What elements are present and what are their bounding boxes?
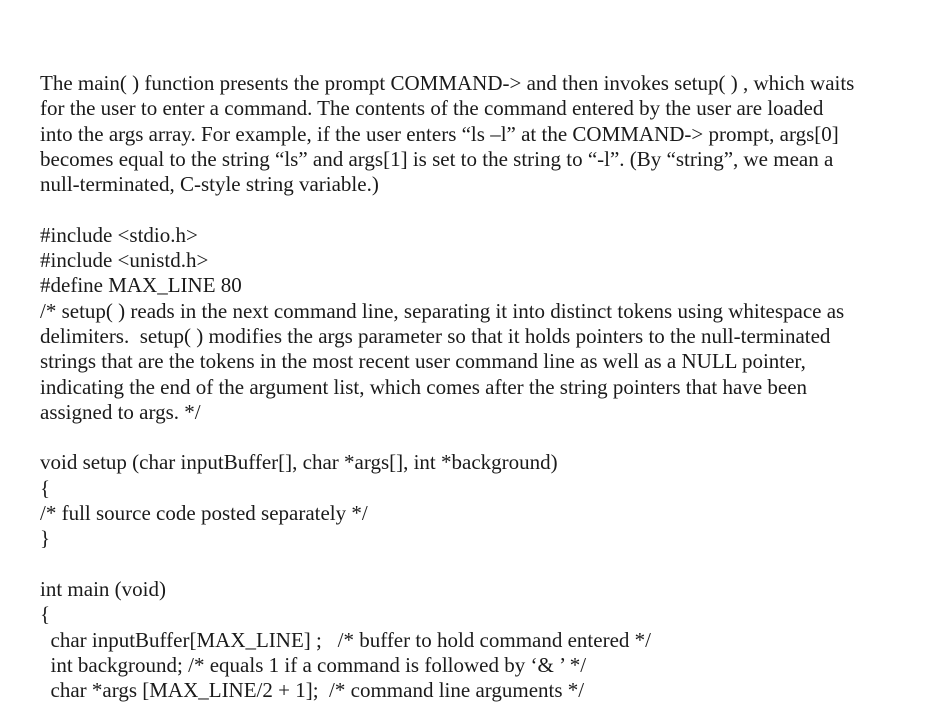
code-line: /* full source code posted separately */	[40, 501, 368, 526]
code-line: {	[40, 602, 51, 627]
code-line: void setup (char inputBuffer[], char *args[], int *background)	[40, 450, 558, 475]
intro-line: into the args array. For example, if the user enters “ls –l” at the COMMAND-> prompt, args[0]	[40, 121, 839, 146]
code-line: {	[40, 475, 51, 500]
code-header-block	[40, 223, 920, 425]
paragraph-spacer	[40, 425, 920, 450]
code-comment-line: indicating the end of the argument list, which comes after the string pointers that have been	[40, 374, 808, 399]
code-comment-line: /* setup( ) reads in the next command line, separating it into distinct tokens using whitespace as	[40, 298, 845, 323]
code-line: char inputBuffer[MAX_LINE] ; /* buffer to hold command entered */	[40, 627, 651, 652]
intro-line: The main( ) function presents the prompt COMMAND-> and then invokes setup( ) , which waits	[40, 71, 855, 95]
main-function-block	[40, 577, 920, 703]
setup-function-block	[40, 450, 920, 551]
code-line: #define MAX_LINE 80	[40, 273, 242, 298]
code-line: char *args [MAX_LINE/2 + 1]; /* command line arguments */	[40, 678, 585, 703]
intro-line: becomes equal to the string “ls” and args[1] is set to the string to “-l”. (By “string”, we mean a	[40, 146, 834, 171]
document-page	[40, 71, 920, 703]
code-comment-line: delimiters. setup( ) modifies the args parameter so that it holds pointers to the null-terminated	[40, 323, 831, 348]
intro-line: for the user to enter a command. The contents of the command entered by the user are loaded	[40, 96, 824, 121]
code-line: }	[40, 526, 51, 551]
intro-paragraph	[40, 71, 920, 197]
paragraph-spacer	[40, 197, 920, 222]
code-line: #include <unistd.h>	[40, 248, 209, 273]
paragraph-spacer	[40, 552, 920, 577]
code-line: int background; /* equals 1 if a command is followed by ‘& ’ */	[40, 652, 587, 677]
code-comment-line: strings that are the tokens in the most recent user command line as well as a NULL pointer,	[40, 349, 806, 374]
code-line: #include <stdio.h>	[40, 222, 198, 247]
intro-line: null-terminated, C-style string variable.)	[40, 172, 379, 197]
code-comment-line: assigned to args. */	[40, 399, 201, 424]
code-line: int main (void)	[40, 576, 166, 601]
